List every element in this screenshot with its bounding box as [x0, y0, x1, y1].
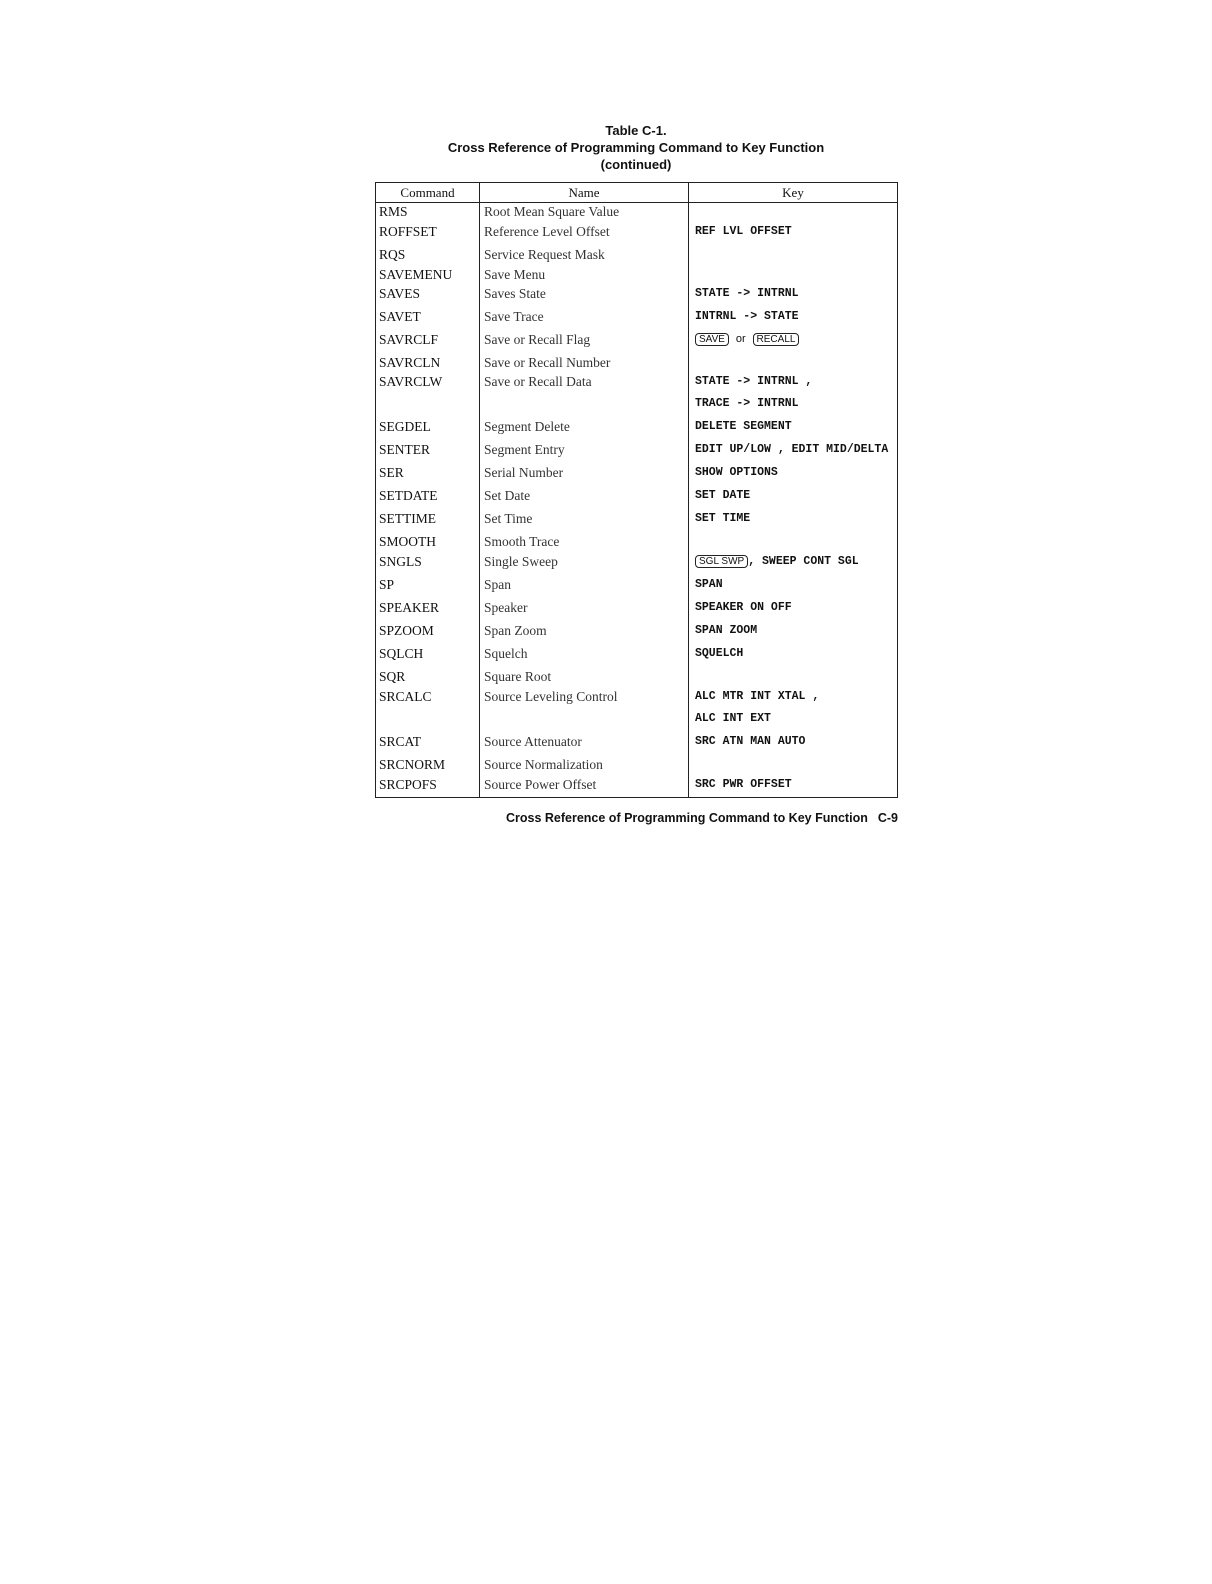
command-cell: SRCNORM	[379, 756, 446, 772]
name-cell: Set Time	[480, 510, 689, 533]
table-row	[376, 533, 898, 553]
table-row	[376, 331, 898, 354]
command-cell: SER	[379, 464, 404, 480]
table-row	[376, 599, 898, 622]
command-cell: SNGLS	[379, 553, 422, 569]
table-row	[376, 622, 898, 645]
name-cell: Source Attenuator	[480, 733, 689, 756]
command-cell: SPZOOM	[379, 622, 434, 638]
command-cell: RQS	[379, 246, 406, 262]
key-cell: ALC INT EXT	[689, 710, 898, 733]
name-cell: Serial Number	[480, 464, 689, 487]
table-row	[376, 756, 898, 776]
name-cell: Source Power Offset	[480, 776, 689, 798]
recall-key: RECALL	[753, 333, 800, 346]
column-header-command: Command	[376, 183, 480, 203]
name-cell: Save Menu	[480, 266, 689, 285]
key-cell: SPAN ZOOM	[689, 622, 898, 645]
command-cell: SP	[379, 576, 395, 592]
sweep-cont-sgl-label: SWEEP CONT SGL	[762, 554, 859, 568]
key-cell: TRACE -> INTRNL	[689, 395, 898, 418]
cross-reference-table	[375, 182, 898, 798]
name-cell: Source Normalization	[480, 756, 689, 776]
table-row	[376, 710, 898, 733]
page-number: C-9	[877, 811, 898, 825]
table-heading	[375, 122, 897, 173]
table-row	[376, 776, 898, 798]
name-cell: Span Zoom	[480, 622, 689, 645]
command-cell	[376, 395, 480, 418]
command-cell	[376, 710, 480, 733]
command-cell: SRCALC	[379, 688, 432, 704]
key-cell: SQUELCH	[689, 645, 898, 668]
save-key: SAVE	[695, 333, 729, 346]
name-cell: Segment Entry	[480, 441, 689, 464]
sgl-swp-key: SGL SWP	[695, 555, 748, 568]
key-cell: DELETE SEGMENT	[689, 418, 898, 441]
table-row	[376, 246, 898, 266]
key-cell: INTRNL -> STATE	[689, 308, 898, 331]
key-cell: SET TIME	[689, 510, 898, 533]
key-cell	[689, 756, 898, 776]
key-cell: SPEAKER ON OFF	[689, 599, 898, 622]
footer-title: Cross Reference of Programming Command to Key Function	[505, 811, 868, 825]
command-cell: SETDATE	[379, 487, 438, 503]
key-cell	[689, 203, 898, 223]
name-cell: Save Trace	[480, 308, 689, 331]
key-cell	[689, 354, 898, 373]
table-row	[376, 308, 898, 331]
command-cell: SETTIME	[379, 510, 436, 526]
table-row	[376, 464, 898, 487]
table-row	[376, 510, 898, 533]
key-cell: STATE -> INTRNL ,	[689, 373, 898, 395]
name-cell	[480, 710, 689, 733]
command-cell: ROFFSET	[379, 223, 437, 239]
table-row	[376, 373, 898, 395]
table-row	[376, 266, 898, 285]
command-cell: SAVRCLW	[379, 373, 443, 389]
table-row	[376, 285, 898, 308]
table-number: Table C-1.	[605, 123, 667, 138]
name-cell: Set Date	[480, 487, 689, 510]
name-cell: Save or Recall Flag	[480, 331, 689, 354]
table-row	[376, 354, 898, 373]
name-cell: Squelch	[480, 645, 689, 668]
name-cell: Save or Recall Number	[480, 354, 689, 373]
key-cell: EDIT UP/LOW , EDIT MID/DELTA	[689, 441, 898, 464]
command-cell: SMOOTH	[379, 533, 437, 549]
command-cell: SAVRCLN	[379, 354, 441, 370]
table-title: Cross Reference of Programming Command to Key Function	[447, 140, 825, 155]
key-cell	[689, 246, 898, 266]
key-cell: SRC ATN MAN AUTO	[689, 733, 898, 756]
table-row	[376, 441, 898, 464]
key-cell: ALC MTR INT XTAL ,	[689, 688, 898, 710]
command-cell: SEGDEL	[379, 418, 431, 434]
name-cell: Source Leveling Control	[480, 688, 689, 710]
key-cell: REF LVL OFFSET	[689, 223, 898, 246]
page-footer	[470, 811, 898, 825]
table-row	[376, 553, 898, 576]
table-row	[376, 203, 898, 223]
column-header-name: Name	[480, 183, 689, 203]
table-row	[376, 645, 898, 668]
table-row	[376, 223, 898, 246]
name-cell: Smooth Trace	[480, 533, 689, 553]
header-row	[376, 183, 898, 203]
key-cell: SET DATE	[689, 487, 898, 510]
name-cell: Span	[480, 576, 689, 599]
name-cell: Square Root	[480, 668, 689, 688]
table-continued-label: (continued)	[600, 157, 672, 172]
command-cell: SQR	[379, 668, 406, 684]
command-cell: SRCPOFS	[379, 776, 437, 792]
command-cell: SENTER	[379, 441, 431, 457]
command-cell: RMS	[379, 204, 408, 219]
command-cell: SAVEMENU	[379, 266, 453, 282]
or-text: or	[735, 332, 746, 345]
name-cell: Segment Delete	[480, 418, 689, 441]
key-cell	[689, 668, 898, 688]
name-cell	[480, 395, 689, 418]
table-row	[376, 487, 898, 510]
table-row	[376, 688, 898, 710]
command-cell: SAVET	[379, 308, 421, 324]
key-cell	[689, 266, 898, 285]
name-cell: Root Mean Square Value	[480, 203, 689, 223]
name-cell: Service Request Mask	[480, 246, 689, 266]
key-separator: ,	[748, 554, 756, 568]
key-cell: SRC PWR OFFSET	[689, 776, 898, 798]
key-cell	[689, 553, 898, 576]
command-cell: SAVRCLF	[379, 331, 439, 347]
key-cell	[689, 533, 898, 553]
table-row	[376, 668, 898, 688]
command-cell: SPEAKER	[379, 599, 440, 615]
name-cell: Speaker	[480, 599, 689, 622]
name-cell: Reference Level Offset	[480, 223, 689, 246]
table-row	[376, 576, 898, 599]
name-cell: Saves State	[480, 285, 689, 308]
column-header-key: Key	[689, 183, 898, 203]
table-row	[376, 418, 898, 441]
command-cell: SAVES	[379, 285, 421, 301]
key-cell: SHOW OPTIONS	[689, 464, 898, 487]
table-row	[376, 395, 898, 418]
name-cell: Single Sweep	[480, 553, 689, 576]
table-row	[376, 733, 898, 756]
key-cell	[689, 331, 898, 354]
name-cell: Save or Recall Data	[480, 373, 689, 395]
command-cell: SRCAT	[379, 733, 422, 749]
key-cell: STATE -> INTRNL	[689, 285, 898, 308]
key-cell: SPAN	[689, 576, 898, 599]
command-cell: SQLCH	[379, 645, 424, 661]
